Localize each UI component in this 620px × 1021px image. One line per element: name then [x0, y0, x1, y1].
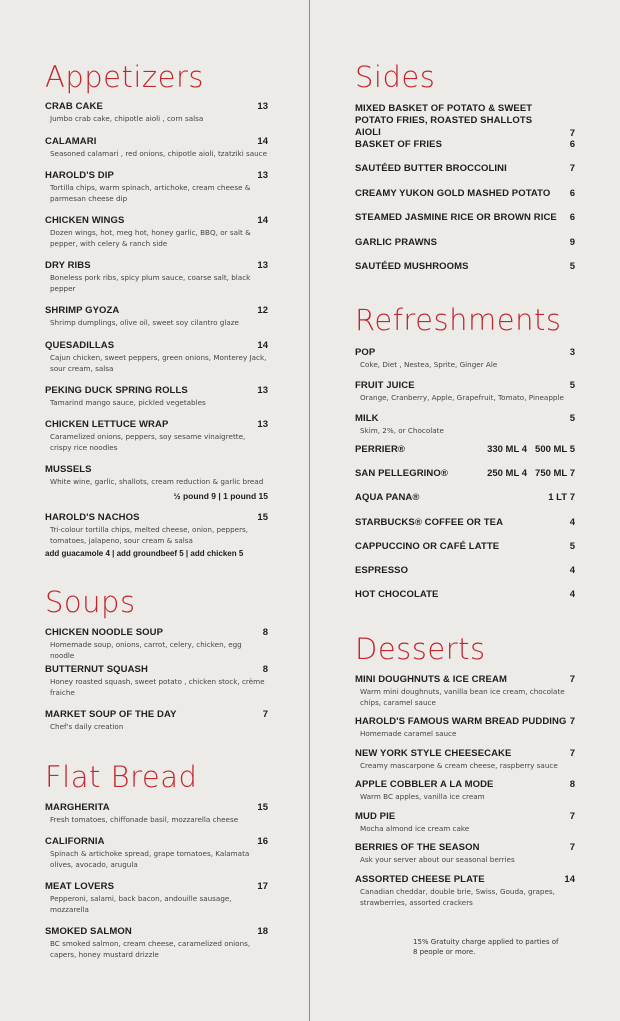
item-price: 6	[569, 139, 575, 150]
item-name: MUD PIE	[355, 811, 396, 822]
item-size-prices	[487, 444, 575, 455]
item-price: 14	[257, 215, 268, 226]
menu-item	[45, 101, 268, 125]
item-size-price: 330 ML 4	[487, 444, 528, 455]
item-name: SHRIMP GYOZA	[45, 305, 120, 316]
item-price: 3	[569, 347, 575, 358]
item-name: SMOKED SALMON	[45, 926, 132, 937]
item-description: Ask your server about our seasonal berries	[360, 855, 515, 864]
item-price: 7	[569, 716, 575, 727]
item-description: Honey roasted squash, sweet potato , chicken stock, crème fraiche	[50, 677, 265, 697]
item-price: 8	[262, 664, 268, 675]
item-description: Coke, Diet , Nestea, Sprite, Ginger Ale	[360, 360, 498, 369]
item-price: 6	[569, 188, 575, 199]
item-price: 6	[569, 212, 575, 223]
item-price: 7	[569, 674, 575, 685]
item-name: MIXED BASKET OF POTATO & SWEET POTATO FRIES, ROASTED SHALLOTS AIOLI	[355, 103, 533, 138]
item-price: 13	[257, 260, 268, 271]
item-price: 17	[257, 881, 268, 892]
menu-item	[45, 464, 268, 502]
menu-item	[355, 589, 575, 601]
menu-item	[45, 340, 268, 374]
item-size-price: 1 LT 7	[548, 492, 575, 503]
item-name: CALAMARI	[45, 136, 97, 147]
menu-item	[45, 215, 268, 249]
item-name: SAN PELLEGRINO®	[355, 468, 448, 479]
gratuity-note: 15% Gratuity charge applied to parties of 8 people or more.	[413, 938, 559, 956]
item-description: Warm mini doughnuts, vanilla bean ice cream, chocolate chips, caramel sauce	[360, 687, 565, 707]
menu-item	[355, 347, 575, 371]
item-name: CAPPUCCINO OR CAFÉ LATTE	[355, 541, 500, 552]
item-name: DRY RIBS	[45, 260, 91, 271]
menu-item	[45, 260, 268, 294]
item-price: 4	[569, 589, 575, 600]
item-price: 13	[257, 385, 268, 396]
menu-item	[355, 565, 575, 577]
item-price: 8	[262, 627, 268, 638]
menu-item	[355, 212, 575, 224]
item-name: CHICKEN LETTUCE WRAP	[45, 419, 169, 430]
item-size-prices	[487, 468, 575, 479]
menu-item	[355, 517, 575, 529]
menu-item	[355, 380, 575, 404]
item-description: Spinach & artichoke spread, grape tomatoes, Kalamata olives, avocado, arugula	[50, 849, 250, 869]
menu-item	[355, 103, 575, 139]
item-description: Mocha almond ice cream cake	[360, 824, 470, 833]
item-description: Pepperoni, salami, back bacon, andouille sausage, mozzarella	[50, 894, 232, 914]
item-name: AQUA PANA®	[355, 492, 420, 503]
item-price: 12	[257, 305, 268, 316]
item-description: Shrimp dumplings, olive oil, sweet soy cilantro glaze	[50, 318, 239, 327]
item-name: SAUTÉED MUSHROOMS	[355, 261, 469, 272]
item-description: Skim, 2%, or Chocolate	[360, 426, 444, 435]
menu-item	[45, 664, 268, 698]
item-name: NEW YORK STYLE CHEESECAKE	[355, 748, 512, 759]
item-name: POP	[355, 347, 376, 358]
item-description: Tortilla chips, warm spinach, artichoke, cream cheese & parmesan cheese dip	[50, 183, 251, 203]
item-name: MARGHERITA	[45, 802, 110, 813]
item-price: 5	[569, 541, 575, 552]
item-price: 14	[257, 340, 268, 351]
menu-item	[45, 881, 268, 915]
item-price: 18	[257, 926, 268, 937]
item-price: 16	[257, 836, 268, 847]
item-description: Warm BC apples, vanilla ice cream	[360, 792, 485, 801]
menu-item	[355, 139, 575, 151]
menu-item	[355, 874, 575, 908]
item-price: 7	[569, 748, 575, 759]
item-size-prices	[548, 492, 575, 503]
item-name: APPLE COBBLER A LA MODE	[355, 779, 494, 790]
item-portion-options: ½ pound 9 | 1 pound 15	[173, 490, 268, 501]
menu-item	[355, 237, 575, 249]
menu-item	[355, 413, 575, 437]
item-price: 13	[257, 170, 268, 181]
item-description: Tamarind mango sauce, pickled vegetables	[50, 398, 206, 407]
menu-item	[45, 136, 268, 160]
item-description: Seasoned calamari , red onions, chipotle aioli, tzatziki sauce	[50, 149, 268, 158]
item-name: CHICKEN NOODLE SOUP	[45, 627, 164, 638]
item-price: 7	[569, 842, 575, 853]
item-name: STARBUCKS® COFFEE OR TEA	[355, 517, 504, 528]
item-size-price: 750 ML 7	[535, 468, 575, 479]
column-divider	[309, 0, 310, 1021]
item-price: 13	[257, 419, 268, 430]
item-name: MUSSELS	[45, 464, 92, 475]
item-price: 14	[564, 874, 575, 885]
menu-item	[355, 674, 575, 708]
item-name: SAUTÉED BUTTER BROCCOLINI	[355, 163, 507, 174]
item-price: 7	[569, 128, 575, 139]
item-name: CREAMY YUKON GOLD MASHED POTATO	[355, 188, 551, 199]
item-price: 7	[262, 709, 268, 720]
flatbread-heading: Flat Bread	[45, 760, 198, 794]
item-description: Dozen wings, hot, meg hot, honey garlic, BBQ, or salt & pepper, with celery & ranch side	[50, 228, 251, 248]
menu-item	[45, 512, 268, 560]
item-price: 15	[257, 802, 268, 813]
item-description: Boneless pork ribs, spicy plum sauce, coarse salt, black pepper	[50, 273, 251, 293]
menu-item	[355, 811, 575, 835]
item-name: HAROLD'S NACHOS	[45, 512, 140, 523]
item-description: BC smoked salmon, cream cheese, caramelized onions, capers, honey mustard drizzle	[50, 939, 251, 959]
item-description: Homemade caramel sauce	[360, 729, 457, 738]
item-name: CHICKEN WINGS	[45, 215, 125, 226]
item-price: 5	[569, 261, 575, 272]
menu-item	[355, 261, 575, 273]
menu-item	[355, 492, 575, 504]
item-name: MILK	[355, 413, 379, 424]
item-size-price: 250 ML 4	[487, 468, 528, 479]
appetizers-heading: Appetizers	[45, 60, 205, 94]
item-name: BERRIES OF THE SEASON	[355, 842, 480, 853]
item-price: 7	[569, 163, 575, 174]
item-price: 7	[569, 811, 575, 822]
menu-item	[355, 541, 575, 553]
item-price: 5	[569, 380, 575, 391]
item-name: ESPRESSO	[355, 565, 409, 576]
item-name: HAROLD'S FAMOUS WARM BREAD PUDDING	[355, 716, 567, 727]
item-price: 4	[569, 517, 575, 528]
menu-item	[45, 709, 268, 733]
desserts-heading: Desserts	[355, 632, 486, 666]
item-size-price: 500 ML 5	[535, 444, 575, 455]
item-name: QUESADILLAS	[45, 340, 115, 351]
menu-item	[45, 802, 268, 826]
menu-item	[355, 748, 575, 772]
item-name: PERRIER®	[355, 444, 406, 455]
item-price: 9	[569, 237, 575, 248]
refreshments-heading: Refreshments	[355, 303, 562, 337]
menu-item	[45, 385, 268, 409]
item-price: 8	[569, 779, 575, 790]
item-name: GARLIC PRAWNS	[355, 237, 438, 248]
item-description: Fresh tomatoes, chiffonade basil, mozzarella cheese	[50, 815, 239, 824]
item-name: BASKET OF FRIES	[355, 139, 443, 150]
item-description: Jumbo crab cake, chipotle aioli , corn salsa	[50, 114, 204, 123]
item-price: 4	[569, 565, 575, 576]
item-price: 5	[569, 413, 575, 424]
item-description: White wine, garlic, shallots, cream reduction & garlic bread	[50, 477, 264, 486]
item-description: Cajun chicken, sweet peppers, green onions, Monterey Jack, sour cream, salsa	[50, 353, 267, 373]
menu-item	[45, 836, 268, 870]
item-description: Homemade soup, onions, carrot, celery, chicken, egg noodle	[50, 640, 242, 660]
item-description: Creamy mascarpone & cream cheese, raspberry sauce	[360, 761, 558, 770]
item-name: MARKET SOUP OF THE DAY	[45, 709, 177, 720]
item-name: FRUIT JUICE	[355, 380, 415, 391]
item-description: Tri-colour tortilla chips, melted cheese, onion, peppers, tomatoes, jalapeno, sour cream & salsa	[50, 525, 249, 545]
soups-heading: Soups	[45, 585, 136, 619]
menu-item	[355, 188, 575, 200]
item-name: MEAT LOVERS	[45, 881, 115, 892]
item-name: PEKING DUCK SPRING ROLLS	[45, 385, 188, 396]
item-price: 13	[257, 101, 268, 112]
menu-item	[355, 444, 575, 456]
sides-heading: Sides	[355, 60, 436, 94]
item-price: 15	[257, 512, 268, 523]
item-add-ons: add guacamole 4 | add groundbeef 5 | add chicken 5	[45, 549, 244, 558]
menu-item	[45, 926, 268, 960]
item-price: 14	[257, 136, 268, 147]
item-description: Orange, Cranberry, Apple, Grapefruit, Tomato, Pineapple	[360, 393, 564, 402]
menu-item	[45, 419, 268, 453]
menu-item	[355, 468, 575, 480]
item-name: HOT CHOCOLATE	[355, 589, 439, 600]
menu-item	[45, 170, 268, 204]
item-name: HAROLD'S DIP	[45, 170, 114, 181]
menu-item	[355, 842, 575, 866]
menu-item	[355, 716, 575, 740]
menu-item	[45, 305, 268, 329]
item-name: CALIFORNIA	[45, 836, 105, 847]
item-description: Chef's daily creation	[50, 722, 124, 731]
item-description: Caramelized onions, peppers, soy sesame vinaigrette, crispy rice noodles	[50, 432, 246, 452]
menu-item	[45, 627, 268, 661]
item-name: MINI DOUGHNUTS & ICE CREAM	[355, 674, 507, 685]
item-name: ASSORTED CHEESE PLATE	[355, 874, 485, 885]
item-name: BUTTERNUT SQUASH	[45, 664, 148, 675]
menu-item	[355, 163, 575, 175]
item-name: STEAMED JASMINE RICE OR BROWN RICE	[355, 212, 557, 223]
item-name: CRAB CAKE	[45, 101, 103, 112]
menu-item	[355, 779, 575, 803]
item-description: Canadian cheddar, double brie, Swiss, Gouda, grapes, strawberries, assorted crackers	[360, 887, 555, 907]
